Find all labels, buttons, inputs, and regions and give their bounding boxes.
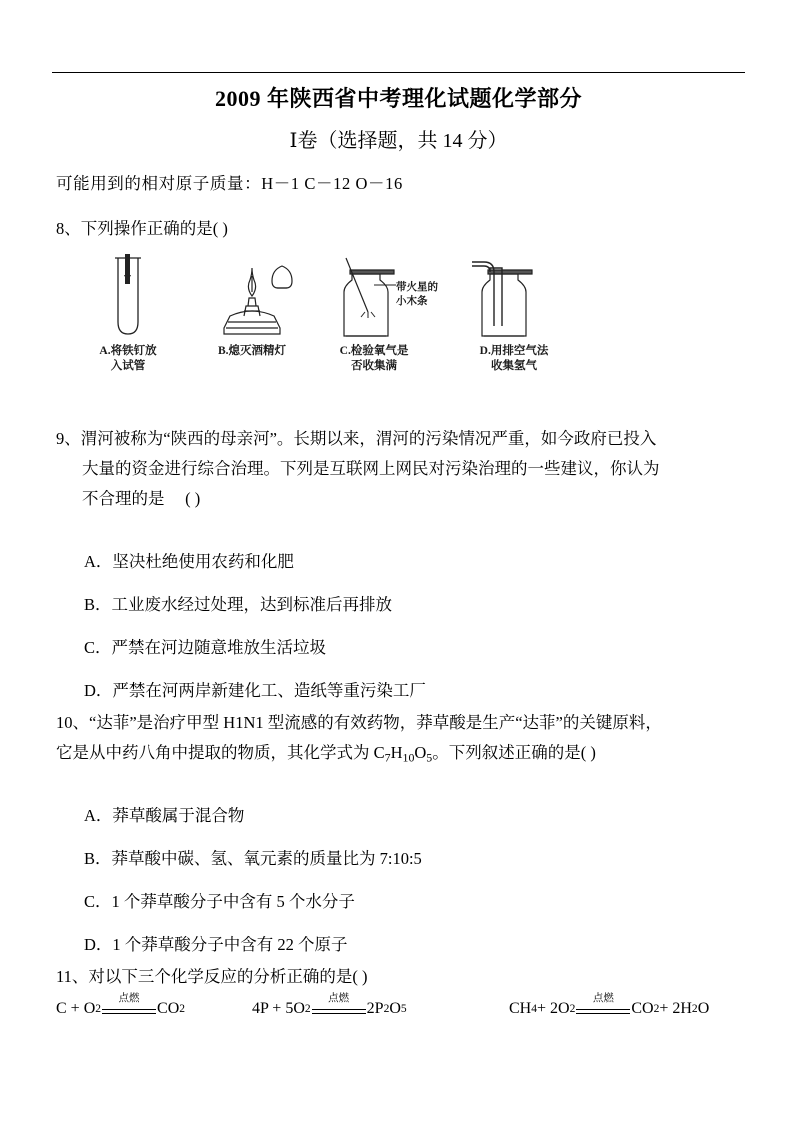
equation-3-product-2: + 2H [659,1000,692,1017]
question-9-option-a[interactable] [84,548,294,572]
chemical-equation-2 [252,993,407,1018]
question-11-stem: 11、对以下三个化学反应的分析正确的是( ) [56,967,368,986]
equation-3-product-1-sub: 2 [653,1003,660,1015]
page-title: 2009 年陕西省中考理化试题化学部分 [214,86,582,111]
equation-3-product-2-sub: 2 [691,1003,698,1015]
equation-2-condition: 点燃 [328,993,350,1004]
chemical-equation-3 [509,993,710,1018]
question-8-figure-row [56,248,596,396]
figure-c-annotation-line1: 带火星的 [396,282,438,293]
question-10-option-d-letter: D． [84,935,113,954]
figure-c-caption-line2: 否收集满 [351,360,397,372]
alcohol-lamp-blowing-out-icon [188,248,316,344]
equation-1-left: C + O [56,1000,96,1017]
question-10-option-b[interactable] [84,845,422,869]
question-10-option-a-letter: A． [84,806,113,825]
reaction-arrow-icon-2 [312,993,366,1018]
question-10-stem [56,708,750,772]
question-10-stem-line1: 10、“达菲”是治疗甲型 H1N1 型流感的有效药物，莽草酸是生产“达菲”的关键原料， [56,713,662,732]
question-9-option-c-letter: C． [84,638,112,657]
question-9-stem-line3: 不合理的是 ( ) [82,489,201,508]
question-9-option-d[interactable] [84,677,426,701]
question-10-formula-h: H [390,743,403,762]
question-10-option-d-text: 1 个莽草酸分子中含有 22 个原子 [112,935,348,954]
figure-d-caption-line2: 收集氢气 [491,360,537,372]
reaction-arrow-icon-3 [576,993,630,1018]
question-9-stem-line1: 9、渭河被称为“陕西的母亲河”。长期以来，渭河的污染情况严重，如今政府已投入 [56,429,657,448]
figure-b-caption [188,344,316,359]
relative-atomic-mass-note: 可能用到的相对原子质量：H－1 C－12 O－16 [56,174,403,193]
equation-2-product-2-sub: 5 [400,1003,407,1015]
chemical-equation-1 [56,993,186,1018]
question-10-option-a[interactable] [84,802,244,826]
question-10-formula-c-sub: 7 [384,750,391,765]
question-10-option-a-text: 莽草酸属于混合物 [112,806,245,825]
equation-2-left-sub: 2 [304,1003,311,1015]
gas-bottle-with-splint-icon [310,248,438,344]
equation-3-left-1-sub: 4 [531,1003,537,1015]
question-9-option-d-text: 严禁在河两岸新建化工、造纸等重污染工厂 [112,681,426,700]
figure-d-caption [450,344,578,374]
equation-1-left-sub: 2 [95,1003,102,1015]
equation-1-product-sub: 2 [179,1003,186,1015]
question-10-stem-line2 [56,738,750,772]
question-10-option-b-letter: B． [84,849,112,868]
question-10-formula-h-sub: 10 [402,750,415,765]
question-10-option-c-text: 1 个莽草酸分子中含有 5 个水分子 [111,892,355,911]
equation-3-product-1: CO [631,1000,654,1017]
figure-a-caption-line2: 入试管 [110,360,146,372]
question-9-option-b-letter: B． [84,595,112,614]
question-10-formula-pre: 它是从中药八角中提取的物质，其化学式为 C [56,743,385,762]
equation-3-condition: 点燃 [592,993,614,1004]
figure-a-caption-line1: A.将铁钉放 [99,345,157,357]
question-9-option-b[interactable] [84,591,392,615]
figure-d-caption-line1: D.用排空气法 [479,345,549,357]
question-9-option-a-text: 坚决杜绝使用农药和化肥 [112,552,294,571]
question-10-formula-o-sub: 5 [426,750,433,765]
figure-a-caption [64,344,192,374]
equation-2-product-1: 2P [366,1000,384,1017]
question-8-stem: 8、下列操作正确的是( ) [56,219,228,238]
figure-c-caption-line1: C.检验氧气是 [339,345,409,357]
question-10-formula-o: O [414,743,427,762]
question-10-option-b-text: 莽草酸中碳、氢、氧元素的质量比为 7:10:5 [111,849,422,868]
figure-b-caption-line1: B.熄灭酒精灯 [217,345,287,357]
figure-c-caption [310,344,438,374]
figure-option-c [310,248,438,396]
equation-3-product-3: O [697,1000,710,1017]
figure-c-annotation [396,281,438,309]
question-10-formula-post: 。下列叙述正确的是( ) [432,743,596,762]
gas-bottle-with-delivery-tube-icon [450,248,578,344]
figure-option-a [64,248,192,396]
figure-option-d [450,248,578,396]
figure-option-b [188,248,316,396]
equation-1-product: CO [157,1000,180,1017]
page-subtitle: Ⅰ卷（选择题，共 14 分） [289,130,508,152]
equation-1-condition: 点燃 [118,993,140,1004]
equation-3-left-2: + 2O [537,1000,570,1017]
equation-3-left-1: CH [509,1000,532,1017]
equation-2-product-1-sub: 2 [383,1003,390,1015]
question-9-option-c[interactable] [84,634,326,658]
equation-2-product-2: O [389,1000,401,1017]
question-10-option-c-letter: C． [84,892,112,911]
question-11-equation-row [56,993,746,1034]
equation-2-left: 4P + 5O [252,1000,305,1017]
question-9-option-a-letter: A． [84,552,113,571]
test-tube-with-iron-nail-icon [64,248,192,344]
header-rule [52,72,745,73]
question-9-option-b-text: 工业废水经过处理，达到标准后再排放 [111,595,393,614]
question-10-option-c[interactable] [84,888,355,912]
question-9-option-c-text: 严禁在河边随意堆放生活垃圾 [111,638,327,657]
figure-c-annotation-line2: 小木条 [396,296,428,307]
reaction-arrow-icon-1 [102,993,156,1018]
question-9-option-d-letter: D． [84,681,113,700]
question-9-stem-line2: 大量的资金进行综合治理。下列是互联网上网民对污染治理的一些建议，你认为 [82,459,660,478]
equation-3-left-2-sub: 2 [569,1003,576,1015]
question-9-stem [56,424,748,514]
question-10-option-d[interactable] [84,931,348,955]
